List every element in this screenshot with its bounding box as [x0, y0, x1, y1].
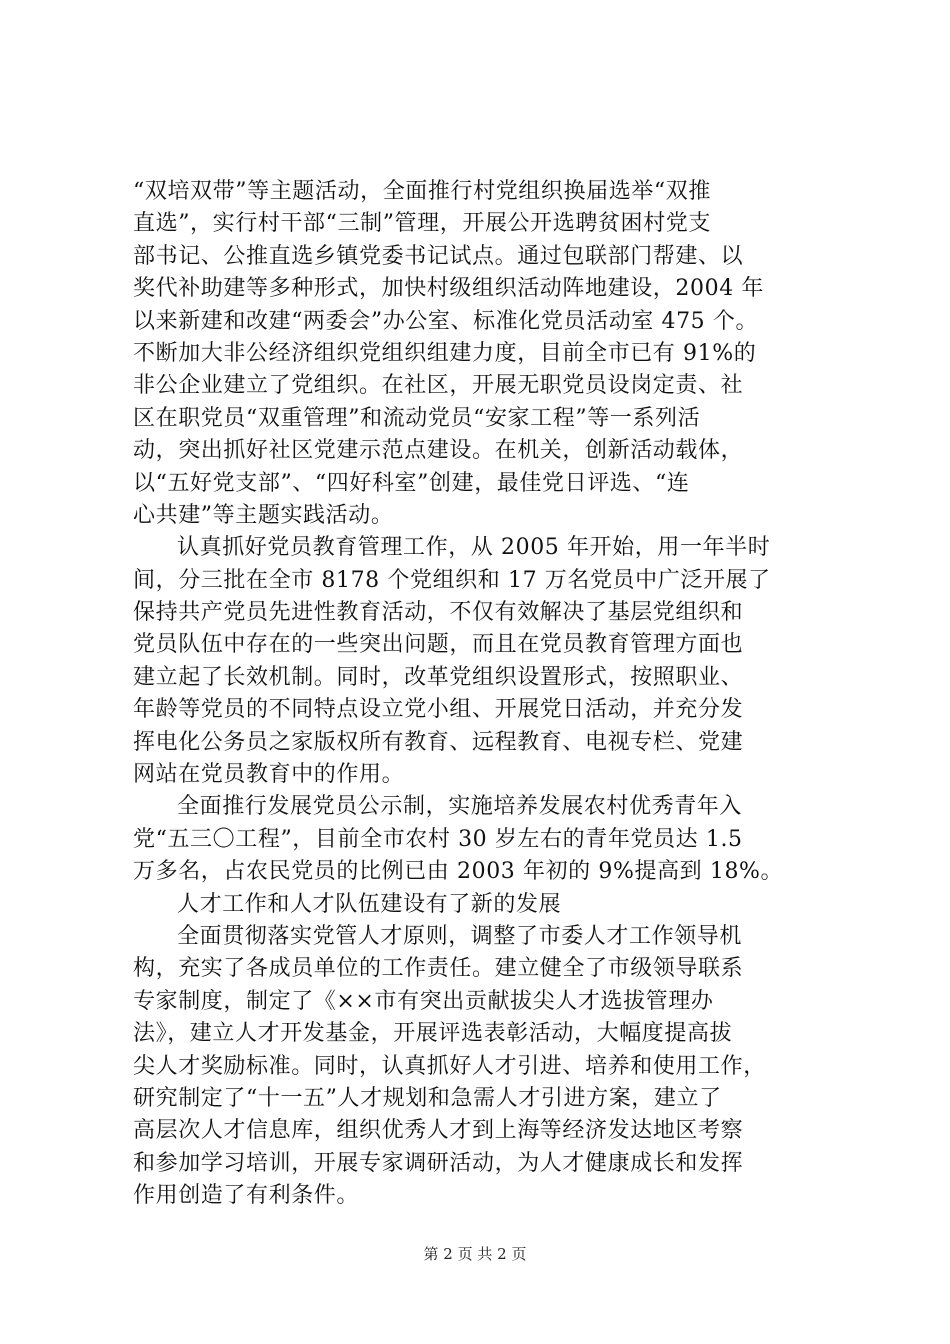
text-line: 人才工作和人才队伍建设有了新的发展: [177, 891, 562, 917]
text-line: 构，充实了各成员单位的工作责任。建立健全了市级领导联系: [133, 956, 744, 982]
text-line: 以来新建和改建“两委会”办公室、标准化党员活动室 475 个。: [133, 308, 759, 334]
text-line: 动，突出抓好社区党建示范点建设。在机关，创新活动载体，: [133, 438, 744, 464]
text-line: 作用创造了有利条件。: [133, 1183, 360, 1209]
text-line: 高层次人才信息库，组织优秀人才到上海等经济发达地区考察: [133, 1118, 744, 1144]
text-line: 网站在党员教育中的作用。: [133, 762, 405, 788]
text-line: 年龄等党员的不同特点设立党小组、开展党日活动，并充分发: [133, 697, 744, 723]
text-line: 奖代补助建等多种形式，加快村级组织活动阵地建设，2004 年: [133, 276, 764, 302]
text-line: 全面推行发展党员公示制，实施培养发展农村优秀青年入: [177, 794, 743, 820]
document-body: [133, 176, 843, 1213]
text-line: 法》，建立人才开发基金，开展评选表彰活动，大幅度提高拔: [133, 1021, 733, 1047]
text-line: 建立起了长效机制。同时，改革党组织设置形式，按照职业、: [133, 664, 744, 690]
text-line: 区在职党员“双重管理”和流动党员“安家工程”等一系列活: [133, 405, 701, 431]
text-line: 党“五三〇工程”，目前全市农村 30 岁左右的青年党员达 1.5: [133, 826, 743, 852]
text-line: 专家制度，制定了《××市有突出贡献拔尖人才选拔管理办: [133, 988, 714, 1014]
text-line: 和参加学习培训，开展专家调研活动，为人才健康成长和发挥: [133, 1150, 744, 1176]
text-line: 心共建”等主题实践活动。: [133, 502, 394, 528]
page-footer: 第 2 页 共 2 页: [423, 1245, 527, 1263]
text-line: 挥电化公务员之家版权所有教育、远程教育、电视专栏、党建: [133, 729, 744, 755]
text-line: 研究制定了“十一五”人才规划和急需人才引进方案，建立了: [133, 1085, 722, 1111]
text-line: 保持共产党员先进性教育活动，不仅有效解决了基层党组织和: [133, 600, 744, 626]
text-line: 万多名，占农民党员的比例已由 2003 年初的 9%提高到 18%。: [133, 859, 784, 885]
text-line: 直选”，实行村干部“三制”管理，开展公开选聘贫困村党支: [133, 211, 711, 237]
text-line: 全面贯彻落实党管人才原则，调整了市委人才工作领导机: [177, 923, 743, 949]
text-line: 部书记、公推直选乡镇党委书记试点。通过包联部门帮建、以: [133, 243, 744, 269]
text-line: 间，分三批在全市 8178 个党组织和 17 万名党员中广泛开展了: [133, 567, 771, 593]
text-line: 党员队伍中存在的一些突出问题，而且在党员教育管理方面也: [133, 632, 744, 658]
text-line: “双培双带”等主题活动，全面推行村党组织换届选举“双推: [133, 179, 711, 204]
text-line: 非公企业建立了党组织。在社区，开展无职党员设岗定责、社: [133, 373, 744, 399]
text-line: 认真抓好党员教育管理工作，从 2005 年开始，用一年半时: [177, 535, 771, 561]
text-line: 以“五好党支部”、“四好科室”创建，最佳党日评选、“连: [133, 470, 690, 496]
text-line: 尖人才奖励标准。同时，认真抓好人才引进、培养和使用工作，: [133, 1053, 766, 1079]
text-line: 不断加大非公经济组织党组织组建力度，目前全市已有 91%的: [133, 340, 757, 366]
